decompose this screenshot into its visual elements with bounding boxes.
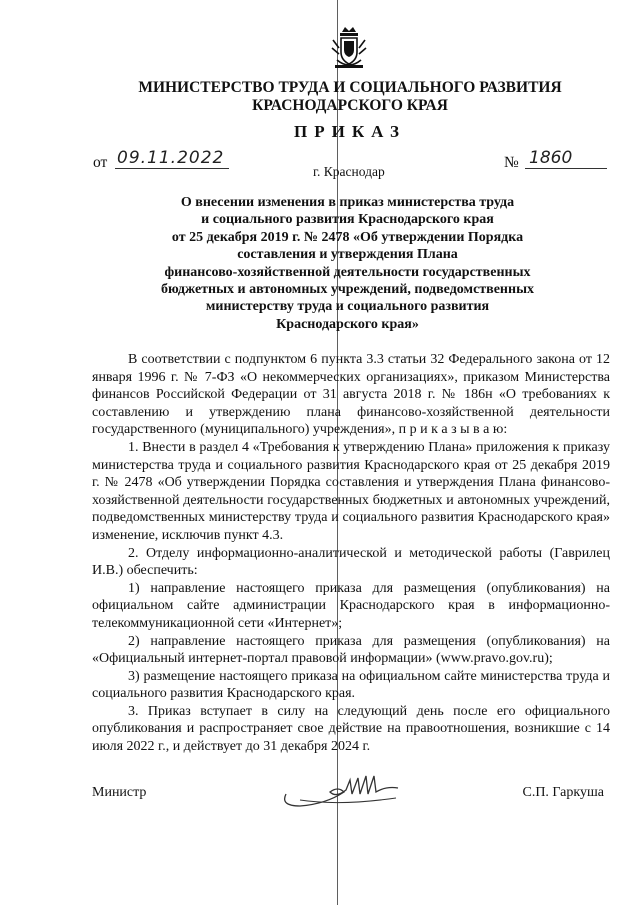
subject-line: министерству труда и социального развития (205, 299, 490, 315)
ministry-name-line1: МИНИСТЕРСТВО ТРУДА И СОЦИАЛЬНОГО РАЗВИТИЯ (138, 79, 562, 96)
subject-line: Краснодарского края» (276, 316, 419, 332)
signer-position: Министр (92, 785, 147, 800)
order-body (92, 351, 610, 756)
handwritten-number: 1860 (525, 148, 607, 169)
order-meta (93, 148, 613, 179)
body-paragraph: В соответствии с подпунктом 6 пункта 3.3 статьи 32 Федерального закона от 12 января 1996 г. № 7-ФЗ «О некоммерческих организациях», приказом Министерства финансов Российской Федерации от 31 августа 2018 г. № 186н «О требованиях к составлению и утверждению плана финансово-хозяйственной деятельности государственного (муниципального) учреждения», п р и к а з ы в а ю: (92, 352, 610, 438)
signature-block (92, 782, 604, 822)
coat-of-arms-icon (329, 24, 369, 74)
subject-line: О внесении изменения в приказ министерства труда (180, 195, 515, 210)
subject-line: от 25 декабря 2019 г. № 2478 «Об утверждении Порядка (171, 229, 524, 245)
subject-line: и социального развития Краснодарского края (201, 212, 494, 228)
body-paragraph: 2. Отделу информационно-аналитической и методической работы (Гаврилец И.В.) обеспечить: (92, 545, 610, 579)
subject-line: финансово-хозяйственной деятельности государственных (164, 264, 531, 280)
order-title: ПРИКАЗ (294, 122, 406, 141)
order-subject (150, 194, 545, 333)
date-label: от (93, 154, 108, 171)
body-paragraph: 1) направление настоящего приказа для размещения (опубликования) на официальном сайте администрации Краснодарского края в информационно-телекоммуникационной сети «Интернет»; (92, 580, 610, 631)
subject-line: составления и утверждения Плана (237, 247, 458, 263)
body-paragraph: 2) направление настоящего приказа для размещения (опубликования) на «Официальный интернет-портал правовой информации» (www.pravo.gov.ru); (92, 633, 610, 667)
subject-line: бюджетных и автономных учреждений, подведомственных (161, 282, 534, 298)
body-paragraph: 3. Приказ вступает в силу на следующий день после его официального опубликования и распространяет свое действие на правоотношения, возникшие с 14 июля 2022 г., и действует до 31 декабря 2024 г. (92, 703, 610, 755)
body-paragraph: 3) размещение настоящего приказа на официальном сайте министерства труда и социального развития Краснодарского края. (92, 668, 610, 702)
ministry-name-line2: КРАСНОДАРСКОГО КРАЯ (252, 97, 448, 114)
city: г. Краснодар (313, 164, 385, 179)
ministry-name (80, 79, 620, 115)
signer-name: С.П. Гаркуша (522, 785, 604, 800)
number-label: № (504, 154, 519, 171)
signature-icon (280, 770, 410, 814)
handwritten-date: 09.11.2022 (115, 148, 229, 169)
body-paragraph: 1. Внести в раздел 4 «Требования к утверждению Плана» приложения к приказу министерства труда и социального развития Краснодарского края от 25 декабря 2019 г. № 2478 «Об утверждении Порядка составления и утверждения Плана финансово-хозяйственной деятельности государственных бюджетных и автономных учреждений, подведомственных министерству труда и социального развития Краснодарского края» изменение, исключив пункт 4.3. (92, 439, 610, 543)
